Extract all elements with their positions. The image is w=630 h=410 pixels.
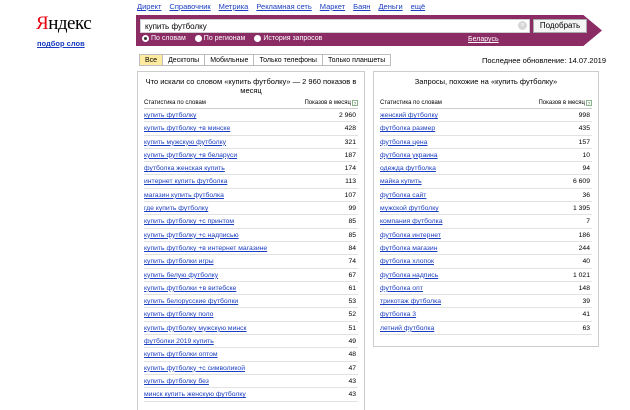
query-link[interactable]: майка купить bbox=[380, 178, 422, 186]
table-row bbox=[144, 255, 358, 268]
query-link[interactable]: купить футболку +в минске bbox=[144, 125, 231, 133]
column-header-words: Статистика по словам bbox=[144, 100, 206, 106]
table-row bbox=[380, 189, 592, 202]
service-name-link[interactable]: подбор слов bbox=[37, 39, 85, 48]
impressions-count: 51 bbox=[348, 324, 356, 332]
impressions-count: 94 bbox=[582, 165, 590, 173]
nav-link-ad-network[interactable]: Рекламная сеть bbox=[256, 2, 312, 11]
similar-queries-list bbox=[380, 109, 592, 335]
query-link[interactable]: купить футболки игры bbox=[144, 258, 214, 266]
impressions-count: 63 bbox=[582, 324, 590, 332]
radio-icon[interactable] bbox=[195, 35, 202, 42]
nav-link-bayan[interactable]: Баян bbox=[353, 2, 371, 11]
search-input[interactable] bbox=[140, 19, 530, 33]
mode-by-words[interactable]: По словам bbox=[142, 35, 186, 42]
query-link[interactable]: где купить футболку bbox=[144, 205, 209, 213]
query-link[interactable]: футболка опт bbox=[380, 284, 423, 292]
query-link[interactable]: футболка магазин bbox=[380, 244, 438, 252]
table-row bbox=[144, 175, 358, 188]
impressions-count: 48 bbox=[348, 351, 356, 359]
impressions-count: 7 bbox=[586, 218, 590, 226]
query-link[interactable]: купить футболку +в интернет магазине bbox=[144, 244, 268, 252]
word-stats-list bbox=[144, 109, 358, 402]
nav-link-metrika[interactable]: Метрика bbox=[218, 2, 249, 11]
table-row bbox=[144, 335, 358, 348]
impressions-count: 2 960 bbox=[338, 112, 356, 119]
query-link[interactable]: купить футболку мужскую минск bbox=[144, 324, 247, 332]
nav-link-market[interactable]: Маркет bbox=[319, 2, 346, 11]
panel-title: Что искали со словом «купить футболку» — 2 960 показов в месяц bbox=[145, 77, 357, 95]
table-row bbox=[380, 215, 592, 228]
impressions-count: 187 bbox=[344, 151, 356, 159]
table-row bbox=[380, 255, 592, 268]
query-link[interactable]: купить белорусские футболки bbox=[144, 298, 239, 306]
clear-icon[interactable]: × bbox=[518, 21, 527, 30]
table-row bbox=[144, 122, 358, 135]
query-link[interactable]: купить белую футболку bbox=[144, 271, 219, 279]
query-link[interactable]: футболка цена bbox=[380, 138, 428, 146]
table-row bbox=[380, 242, 592, 255]
table-row bbox=[144, 322, 358, 335]
nav-link-money[interactable]: Деньги bbox=[378, 2, 403, 11]
last-updated: Последнее обновление: 14.07.2019 bbox=[482, 56, 606, 65]
impressions-count: 174 bbox=[344, 165, 356, 173]
column-header-impressions: Показов в месяц ? bbox=[538, 100, 591, 106]
table-row bbox=[144, 215, 358, 228]
impressions-count: 157 bbox=[578, 138, 590, 146]
query-link[interactable]: купить футболку bbox=[144, 112, 197, 119]
query-link[interactable]: футболки 2019 купить bbox=[144, 338, 214, 346]
table-row bbox=[380, 269, 592, 282]
table-row bbox=[144, 282, 358, 295]
radio-icon[interactable] bbox=[254, 35, 261, 42]
query-link[interactable]: женский футболку bbox=[380, 112, 438, 119]
query-link[interactable]: футболка хлопок bbox=[380, 258, 434, 266]
query-link[interactable]: футболка размер bbox=[380, 125, 436, 133]
impressions-count: 186 bbox=[578, 231, 590, 239]
impressions-count: 74 bbox=[348, 258, 356, 266]
table-row bbox=[144, 375, 358, 388]
query-link[interactable]: футболка сайт bbox=[380, 191, 427, 199]
query-link[interactable]: купить футболку +с надписью bbox=[144, 231, 239, 239]
query-link[interactable]: летний футболка bbox=[380, 324, 435, 332]
help-icon[interactable]: ? bbox=[587, 101, 591, 106]
impressions-count: 61 bbox=[348, 284, 356, 292]
impressions-count: 41 bbox=[582, 311, 590, 319]
query-link[interactable]: футболка надпись bbox=[380, 271, 439, 279]
tab-all[interactable]: Все bbox=[139, 54, 163, 66]
query-link[interactable]: трикотаж футболка bbox=[380, 298, 442, 306]
table-row bbox=[380, 122, 592, 135]
table-row bbox=[144, 162, 358, 175]
query-link[interactable]: минск купить женскую футболку bbox=[144, 391, 246, 399]
impressions-count: 52 bbox=[348, 311, 356, 319]
table-row bbox=[144, 149, 358, 162]
table-row bbox=[144, 109, 358, 122]
query-link[interactable]: футболка украина bbox=[380, 151, 438, 159]
table-row bbox=[144, 269, 358, 282]
table-header bbox=[380, 99, 592, 109]
table-header bbox=[144, 99, 358, 109]
impressions-count: 36 bbox=[582, 191, 590, 199]
impressions-count: 43 bbox=[348, 391, 356, 399]
impressions-count: 113 bbox=[345, 178, 356, 186]
table-row bbox=[144, 202, 358, 215]
impressions-count: 6 609 bbox=[572, 178, 590, 186]
impressions-count: 84 bbox=[348, 244, 356, 252]
impressions-count: 99 bbox=[348, 205, 356, 213]
impressions-count: 107 bbox=[344, 191, 356, 199]
impressions-count: 43 bbox=[348, 377, 356, 385]
impressions-count: 40 bbox=[582, 258, 590, 266]
query-link[interactable]: футболка интернет bbox=[380, 231, 441, 239]
impressions-count: 148 bbox=[578, 284, 590, 292]
region-link[interactable]: Беларусь bbox=[468, 36, 499, 43]
impressions-count: 53 bbox=[348, 298, 356, 306]
top-nav bbox=[137, 2, 425, 11]
impressions-count: 47 bbox=[348, 364, 356, 372]
table-row bbox=[144, 189, 358, 202]
query-link[interactable]: магазин купить футболка bbox=[144, 191, 224, 199]
query-link[interactable]: купить футболку поло bbox=[144, 311, 214, 319]
search-modes bbox=[142, 35, 322, 42]
query-link[interactable]: купить футболку +с символикой bbox=[144, 364, 246, 372]
impressions-count: 85 bbox=[348, 218, 356, 226]
impressions-count: 10 bbox=[582, 151, 590, 159]
table-row bbox=[380, 149, 592, 162]
table-row bbox=[380, 136, 592, 149]
similar-queries-panel bbox=[373, 71, 599, 347]
query-link[interactable]: одежда футболка bbox=[380, 165, 436, 173]
column-header-words: Статистика по словам bbox=[380, 100, 442, 106]
tab-desktops[interactable]: Десктопы bbox=[162, 54, 205, 66]
table-row bbox=[144, 295, 358, 308]
panel-title: Запросы, похожие на «купить футболку» bbox=[414, 77, 558, 86]
table-row bbox=[380, 202, 592, 215]
impressions-count: 39 bbox=[582, 298, 590, 306]
nav-link-direct[interactable]: Директ bbox=[137, 2, 162, 11]
help-icon[interactable]: ? bbox=[353, 101, 357, 106]
impressions-count: 435 bbox=[578, 125, 590, 133]
tab-tablets-only[interactable]: Только планшеты bbox=[322, 54, 391, 66]
table-row bbox=[144, 388, 358, 401]
query-link[interactable]: футболка женская купить bbox=[144, 165, 225, 173]
query-link[interactable]: купить мужскую футболку bbox=[144, 138, 227, 146]
table-row bbox=[380, 175, 592, 188]
query-link[interactable]: купить футболки оптом bbox=[144, 351, 218, 359]
nav-link-directory[interactable]: Справочник bbox=[169, 2, 211, 11]
nav-link-more[interactable]: ещё bbox=[410, 2, 426, 11]
table-row bbox=[380, 282, 592, 295]
impressions-count: 85 bbox=[348, 231, 356, 239]
query-link[interactable]: купить футболку +с принтом bbox=[144, 218, 235, 226]
impressions-count: 67 bbox=[348, 271, 356, 279]
table-row bbox=[144, 229, 358, 242]
table-row bbox=[144, 362, 358, 375]
radio-selected-icon[interactable] bbox=[142, 35, 149, 42]
impressions-count: 1 395 bbox=[572, 205, 590, 213]
table-row bbox=[380, 229, 592, 242]
device-tabs bbox=[139, 54, 390, 66]
yandex-logo[interactable]: Яндекс bbox=[36, 13, 92, 34]
impressions-count: 998 bbox=[578, 112, 590, 119]
query-link[interactable]: купить футболку +в беларуси bbox=[144, 151, 238, 159]
table-row bbox=[380, 295, 592, 308]
table-row bbox=[380, 308, 592, 321]
impressions-count: 1 021 bbox=[572, 271, 590, 279]
tab-phones-only[interactable]: Только телефоны bbox=[253, 54, 323, 66]
search-button[interactable]: Подобрать bbox=[533, 19, 587, 33]
query-link[interactable]: футболка 3 bbox=[380, 311, 417, 319]
mode-by-regions[interactable]: По регионам bbox=[195, 35, 246, 42]
word-stats-panel bbox=[137, 71, 365, 410]
table-row bbox=[144, 136, 358, 149]
query-link[interactable]: купить футболку без bbox=[144, 377, 209, 385]
impressions-count: 321 bbox=[344, 138, 356, 146]
table-row bbox=[144, 308, 358, 321]
table-row bbox=[380, 322, 592, 335]
mode-history[interactable]: История запросов bbox=[254, 35, 322, 42]
table-row bbox=[380, 162, 592, 175]
query-link[interactable]: купить футболки +в витебске bbox=[144, 284, 237, 292]
table-row bbox=[144, 348, 358, 361]
query-link[interactable]: компания футболка bbox=[380, 218, 443, 226]
table-row bbox=[380, 109, 592, 122]
impressions-count: 49 bbox=[348, 338, 356, 346]
table-row bbox=[144, 242, 358, 255]
query-link[interactable]: интернет купить футболка bbox=[144, 178, 228, 186]
impressions-count: 244 bbox=[578, 244, 590, 252]
column-header-impressions: Показов в месяц ? bbox=[304, 100, 357, 106]
impressions-count: 428 bbox=[344, 125, 356, 133]
query-link[interactable]: мужской футболку bbox=[380, 205, 439, 213]
tab-mobile[interactable]: Мобильные bbox=[204, 54, 254, 66]
